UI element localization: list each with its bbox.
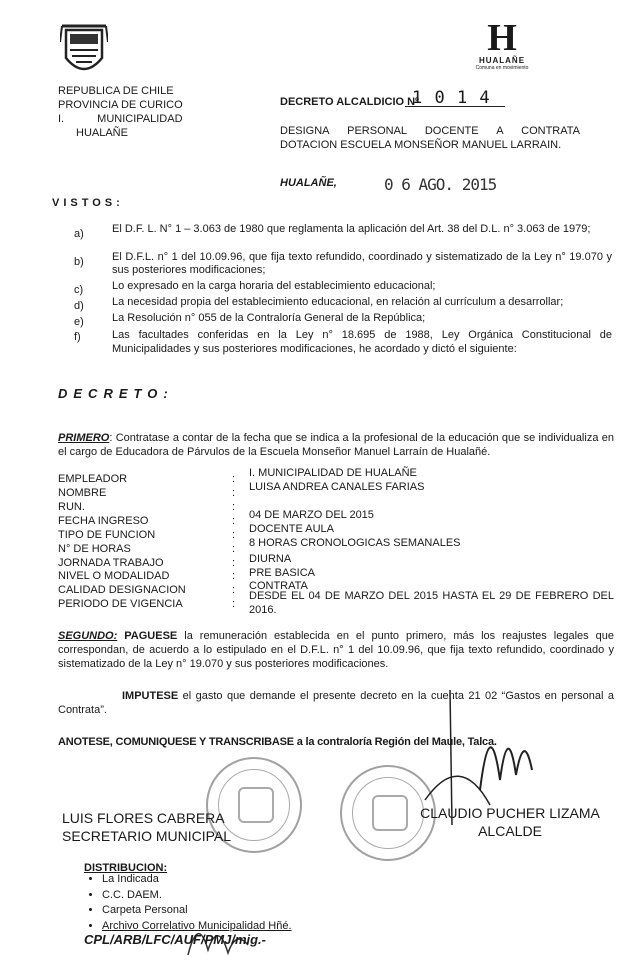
coat-of-arms-logo	[60, 20, 108, 82]
vistos-heading: VISTOS:	[52, 197, 124, 209]
decree-number-underline	[405, 106, 505, 107]
issuer-block	[58, 84, 183, 140]
list-item: • Carpeta Personal	[102, 903, 292, 919]
mayor-title: ALCALDE	[478, 823, 542, 839]
mayor-signature-block	[410, 804, 610, 840]
imputese-bold: IMPUTESE	[122, 690, 179, 702]
issuer-line: I. MUNICIPALIDAD	[58, 113, 183, 125]
designa-block	[280, 124, 580, 152]
segundo-label: SEGUNDO:	[58, 630, 118, 642]
decree-number: 1 0 1 4	[412, 88, 491, 108]
imputese-text: el gasto que demande el presente decreto en la cuenta 21 02 “Gastos en personal a Contrata”.	[58, 690, 614, 716]
primero-text: : Contratase a contar de la fecha que se indica a la profesional de la educación que se individualiza en el cargo de Educadora de Párvulos de la Escuela Monseñor Manuel Larraín de Hualañé.	[58, 432, 614, 458]
primero-label: PRIMERO	[58, 432, 110, 444]
list-item: • Archivo Correlativo Municipalidad Hñé.	[102, 919, 292, 935]
secretary-name: LUIS FLORES CABRERA	[62, 810, 225, 826]
segundo-bold: PAGUESE	[124, 630, 178, 642]
anotese-line: ANOTESE, COMUNIQUESE Y TRANSCRIBASE a la contraloría Región del Maule, Talca.	[58, 736, 497, 748]
h-letter-icon: H	[487, 17, 517, 59]
designa-line: DESIGNA PERSONAL DOCENTE A CONTRATA	[280, 125, 580, 137]
initials-line: CPL/ARB/LFC/AUF/PMJ/mig.-	[84, 932, 266, 947]
decreto-heading: DECRETO:	[58, 386, 174, 401]
issuer-line: PROVINCIA DE CURICO	[58, 99, 183, 111]
date-stamp: 0 6 AGO. 2015	[384, 175, 497, 194]
issuer-line: HUALAÑE	[76, 127, 128, 139]
distribucion-heading: DISTRIBUCION:	[84, 862, 168, 874]
primero-paragraph	[58, 431, 614, 459]
list-item: • C.C. DAEM.	[102, 888, 292, 904]
list-item: • La Indicada	[102, 872, 292, 888]
segundo-paragraph	[58, 629, 614, 671]
mayor-name: CLAUDIO PUCHER LIZAMA	[420, 805, 600, 821]
designa-line: DOTACION ESCUELA MONSEÑOR MANUEL LARRAIN.	[280, 139, 562, 151]
logo-tagline: Comuna en movimiento	[475, 65, 529, 71]
secretary-signature-block	[62, 809, 231, 845]
place: HUALAÑE,	[280, 177, 337, 189]
secretary-title: SECRETARIO MUNICIPAL	[62, 828, 232, 844]
segundo-text: la remuneración establecida en el punto primero, más los reajustes legales que correspondan, de acuerdo a lo estipulado en el D.F.L. n° 1 del 10.09.96, que fija texto refundido, coordinado y sistematizado de la Ley n° 19.070 y sus posteriores modificaciones.	[58, 630, 614, 670]
logo-name: HUALAÑE	[478, 56, 526, 65]
distribucion-list	[84, 872, 292, 934]
hualane-logo	[472, 17, 532, 71]
issuer-line: REPUBLICA DE CHILE	[58, 85, 174, 97]
decree-label: DECRETO ALCALDICIO Nº	[280, 96, 420, 108]
